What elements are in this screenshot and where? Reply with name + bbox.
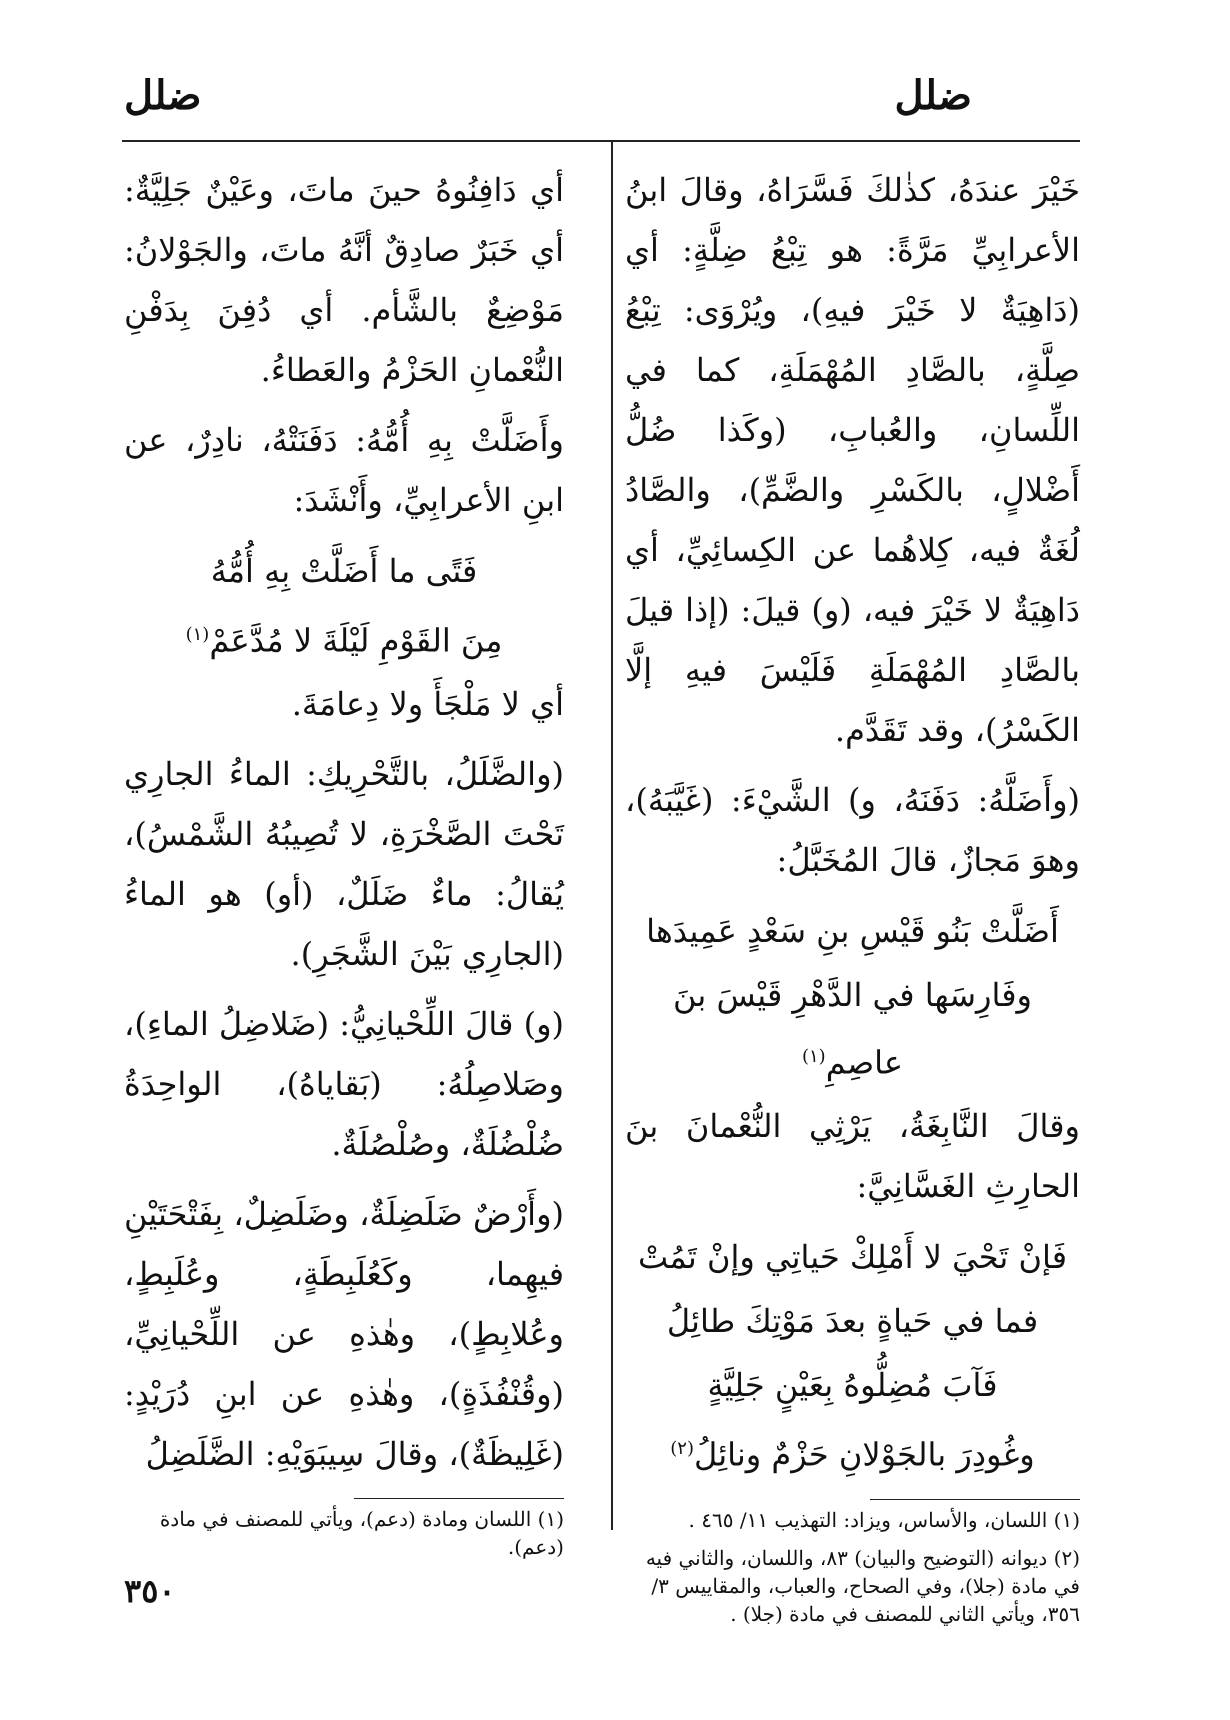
footnote-marker: (١) xyxy=(801,1046,826,1067)
verse-text: وفَارِسَها في الدَّهْرِ قَيْسَ بنَ عاصِمِ xyxy=(673,976,1032,1082)
verse-text: وغُودِرَ بالجَوْلانِ حَزْمٌ ونائِلُ xyxy=(693,1435,1035,1474)
paragraph: (والضَّلَلُ، بالتَّحْرِيكِ: الماءُ الجارِي تَحْتَ الصَّخْرَةِ، لا تُصِيبُهُ الشَّمْسُ)، يُقالُ: ماءٌ ضَلَلٌ، (أو) هو الماءُ (الجارِي بَيْنَ الشَّجَرِ). xyxy=(124,754,564,973)
paragraph: وقالَ النَّابِغَةُ، يَرْثِي النُّعْمانَ بنَ الحارِثِ الغَسَّانِيَّ: xyxy=(625,1106,1080,1205)
verse-line: فما في حَياةٍ بعدَ مَوْتِكَ طائِلُ xyxy=(666,1301,1039,1340)
verse-text: مِنَ القَوْمِ لَيْلَةَ لا مُدَّعَمْ xyxy=(209,621,503,660)
header-word-right: ضلل xyxy=(894,72,972,119)
paragraph: أي دَافِنُوهُ حينَ ماتَ، وعَيْنٌ جَلِيَّةٌ: أي خَبَرٌ صادِقٌ أنَّهُ ماتَ، والجَوْلانُ: مَوْضِعٌ بالشَّأم. أي دُفِنَ بِدَفْنِ النُّعْمانِ الحَزْمُ والعَطاءُ. xyxy=(124,171,564,389)
right-column xyxy=(625,160,1080,1638)
paragraph: (و) قالَ اللِّحْيانِيُّ: (ضَلاضِلُ الماءِ)، وصَلاصِلُهُ: (بَقاياهُ)، الواحِدَةُ ضُلْضُلَةٌ، وصُلْصُلَةٌ. xyxy=(124,1004,564,1163)
left-column xyxy=(124,160,564,1571)
header-word-left: ضلل xyxy=(124,72,202,119)
verse-line: فَآبَ مُضِلُّوهُ بِعَيْنٍ جَلِيَّةٍ xyxy=(707,1365,998,1404)
paragraph: وأَضَلَّتْ بِهِ أُمُّهُ: دَفَنَتْهُ، نادِرٌ، عن ابنِ الأعرابِيِّ، وأَنْشَدَ: xyxy=(124,421,564,519)
verse-line: فَتًى ما أَضَلَّتْ بِهِ أُمُّهُ xyxy=(210,552,478,590)
footnote: (١) اللسان، والأساس، ويزاد: التهذيب ١١/ ٤٦٥ . xyxy=(688,1508,1080,1533)
paragraph: (وأَضَلَّهُ: دَفَنَهُ، و) الشَّيْءَ: (غَيَّبَهُ)، وهوَ مَجازٌ، قالَ المُخَبَّلُ: xyxy=(625,781,1080,879)
verse-line xyxy=(625,964,1080,1094)
footnote-marker: (١) xyxy=(185,624,210,645)
paragraph: (وأَرْضٌ ضَلَضِلَةٌ، وضَلَضِلٌ، بِفَتْحَتَيْنِ فيهِما، وكَعُلَبِطَةٍ، وعُلَبِطٍ، وعُلابِطٍ)، وهٰذهِ عن اللِّحْيانِيِّ، (وقُنْفُذَةٍ)، وهٰذهِ عن ابنِ دُرَيْدٍ: (غَلِيظَةٌ)، وقالَ سِيبَوَيْهِ: الضَّلَضِلُ xyxy=(124,1194,564,1473)
footnote: (٢) ديوانه (التوضيح والبيان) ٨٣، واللسان، والثاني فيه في مادة (جلا)، وفي الصحاح، والعباب، والمقاييس ٣/ ٣٥٦، ويأتي الثاني للمصنف في مادة (جلا) . xyxy=(645,1546,1080,1627)
column-divider xyxy=(611,140,613,1530)
header-rule xyxy=(122,140,1080,142)
paragraph: خَيْرَ عندَهُ، كذٰلكَ فَسَّرَاهُ، وقالَ ابنُ الأعرابِيِّ مَرَّةً: هو تِبْعُ ضِلَّةٍ: أي (دَاهِيَةٌ لا خَيْرَ فيهِ)، ويُرْوَى: تِبْعُ صِلَّةٍ، بالصَّادِ المُهْمَلَةِ، كما في اللِّسانِ، والعُبابِ، (وكَذا ضُلُّ أَضْلالٍ، بالكَسْرِ والضَّمِّ)، والصَّادُ لُغَةٌ فيه، كِلاهُما عن الكِسائِيِّ، أي دَاهِيَةٌ لا خَيْرَ فيه، (و) قيلَ: (إذا قيلَ بالصَّادِ المُهْمَلَةِ فَلَيْسَ فيهِ إلَّا الكَسْرُ)، وقد تَقَدَّم. xyxy=(625,171,1080,749)
verse-line: أَضَلَّتْ بَنُو قَيْسِ بنِ سَعْدٍ عَمِيدَها xyxy=(646,912,1059,950)
page-number: ٣٥٠ xyxy=(124,1572,176,1610)
verse-line xyxy=(625,1418,1080,1486)
footnote-separator xyxy=(354,1498,564,1499)
footnote-marker: (٢) xyxy=(670,1437,694,1459)
verse-line xyxy=(124,604,564,672)
footnote-separator xyxy=(870,1499,1080,1500)
verse-line: فَإنْ تَحْيَ لا أَمْلِكْ حَياتِي وإنْ تَمُتْ xyxy=(637,1237,1068,1276)
footnote: (١) اللسان ومادة (دعم)، ويأتي للمصنف في مادة (دعم). xyxy=(159,1506,564,1559)
paragraph: أي لا مَلْجَأَ ولا دِعامَةَ. xyxy=(291,684,564,723)
